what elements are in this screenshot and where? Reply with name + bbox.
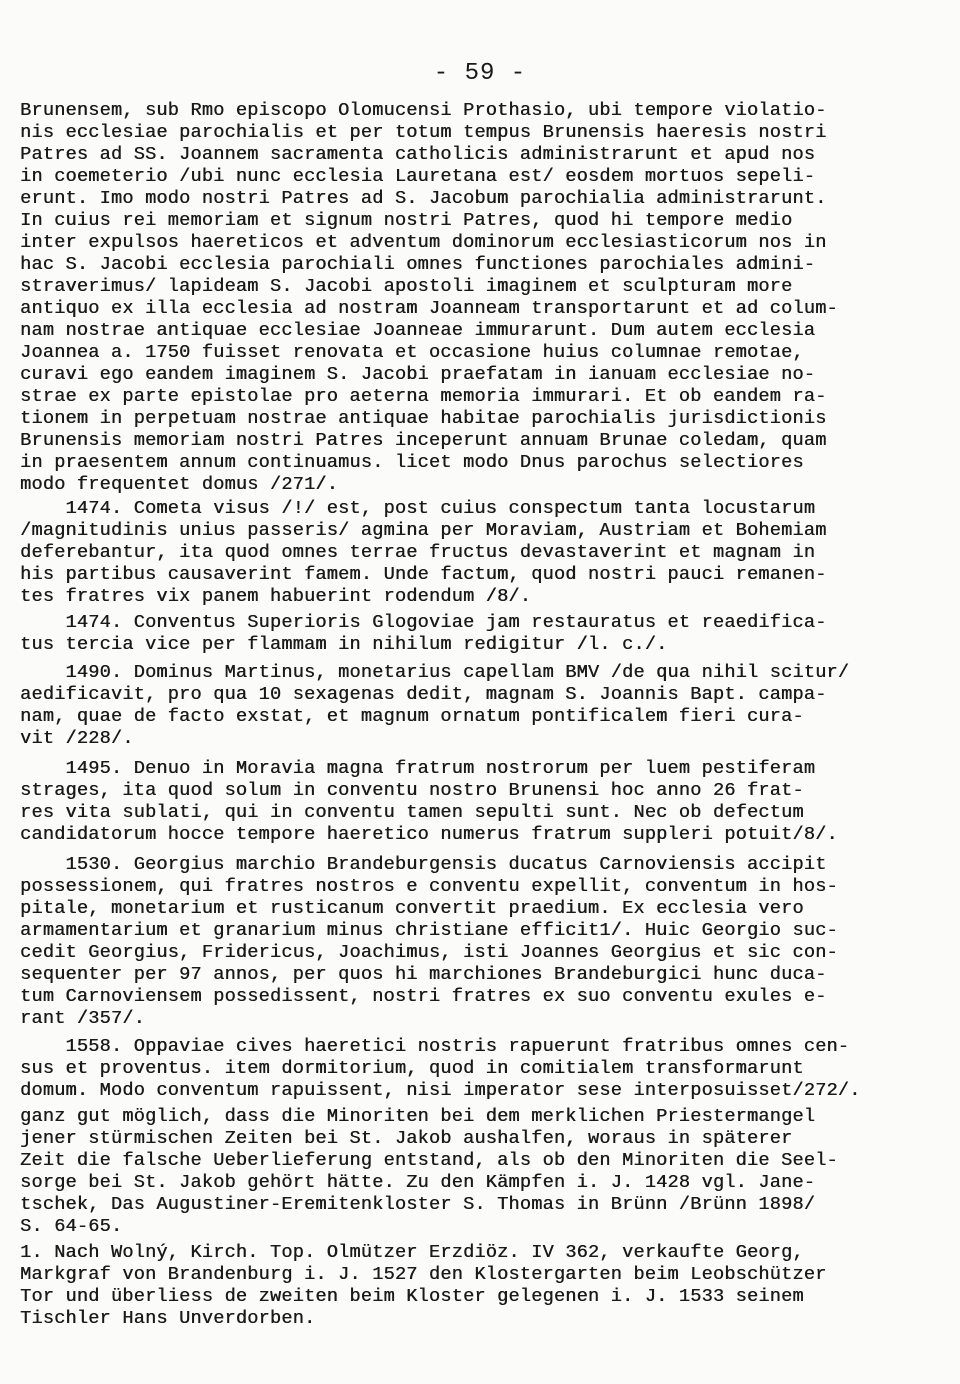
- text-line: Brunensem, sub Rmo episcopo Olomucensi Prothasio, ubi tempore violatio-: [20, 100, 827, 121]
- text-line: his partibus causaverint famem. Unde factum, quod nostri pauci remanen-: [20, 564, 827, 585]
- text-line: sequenter per 97 annos, per quos hi marchiones Brandeburgici hunc duca-: [20, 964, 827, 985]
- text-line: rant /357/.: [20, 1008, 145, 1029]
- text-line: sus et proventus. item dormitorium, quod in comitialem transformarunt: [20, 1058, 804, 1079]
- text-line: S. 64-65.: [20, 1216, 123, 1237]
- text-line: in praesentem annum continuamus. licet modo Dnus parochus selectiores: [20, 452, 804, 473]
- text-line: Patres ad SS. Joannem sacramenta catholicis administrarunt et apud nos: [20, 144, 816, 165]
- text-line: 1490. Dominus Martinus, monetarius capellam BMV /de qua nihil scitur/: [20, 662, 850, 683]
- page-number: - 59 -: [433, 60, 527, 87]
- text-line: erunt. Imo modo nostri Patres ad S. Jacobum parochialia administrarunt.: [20, 188, 827, 209]
- text-line: pitale, monetarium et rusticanum convertit praedium. Ex ecclesia vero: [20, 898, 804, 919]
- text-line: jener stürmischen Zeiten bei St. Jakob aushalfen, woraus in späterer: [20, 1128, 793, 1149]
- text-line: Brunensis memoriam nostri Patres inceperunt annuam Brunae coledam, quam: [20, 430, 827, 451]
- text-line: Zeit die falsche Ueberlieferung entstand, als ob den Minoriten die Seel-: [20, 1150, 838, 1171]
- text-line: aedificavit, pro qua 10 sexagenas dedit, magnam S. Joannis Bapt. campa-: [20, 684, 827, 705]
- text-line: curavi ego eandem imaginem S. Jacobi praefatam in ianuam ecclesiae no-: [20, 364, 816, 385]
- text-line: cedit Georgius, Fridericus, Joachimus, isti Joannes Georgius et sic con-: [20, 942, 838, 963]
- text-line: antiquo ex illa ecclesia ad nostram Joanneam transportarunt et ad colum-: [20, 298, 838, 319]
- text-line: Markgraf von Brandenburg i. J. 1527 den Klostergarten beim Leobschützer: [20, 1264, 827, 1285]
- text-line: inter expulsos haereticos et adventum dominorum ecclesiasticorum nos in: [20, 232, 827, 253]
- text-line: tus tercia vice per flammam in nihilum redigitur /l. c./.: [20, 634, 668, 655]
- text-line: 1495. Denuo in Moravia magna fratrum nostrorum per luem pestiferam: [20, 758, 816, 779]
- text-line: tschek, Das Augustiner-Eremitenkloster S. Thomas in Brünn /Brünn 1898/: [20, 1194, 816, 1215]
- text-line: 1. Nach Wolný, Kirch. Top. Olmützer Erzdiöz. IV 362, verkaufte Georg,: [20, 1242, 804, 1263]
- text-line: /magnitudinis unius passeris/ agmina per Moraviam, Austriam et Bohemiam: [20, 520, 827, 541]
- text-line: modo frequentet domus /271/.: [20, 474, 339, 495]
- text-line: nam, quae de facto exstat, et magnum ornatum pontificalem fieri cura-: [20, 706, 804, 727]
- text-line: candidatorum hocce tempore haeretico numerus fratrum suppleri potuit/8/.: [20, 824, 838, 845]
- text-line: Tor und überliess de zweiten beim Kloster gelegenen i. J. 1533 seinem: [20, 1286, 804, 1307]
- text-line: strages, ita quod solum in conventu nostro Brunensi hoc anno 26 frat-: [20, 780, 804, 801]
- text-line: deferebantur, ita quod omnes terrae fructus devastaverint et magnam in: [20, 542, 816, 563]
- text-line: 1530. Georgius marchio Brandeburgensis ducatus Carnoviensis accipit: [20, 854, 827, 875]
- text-line: tum Carnoviensem possedissent, nostri fratres ex suo conventu exules e-: [20, 986, 827, 1007]
- text-line: strae ex parte epistolae pro aeterna memoria immurari. Et ob eandem ra-: [20, 386, 827, 407]
- text-line: vit /228/.: [20, 728, 134, 749]
- text-line: tionem in perpetuam nostrae antiquae habitae parochialis jurisdictionis: [20, 408, 827, 429]
- text-line: nam nostrae antiquae ecclesiae Joanneae immurarunt. Dum autem ecclesia: [20, 320, 816, 341]
- text-line: 1474. Cometa visus /!/ est, post cuius conspectum tanta locustarum: [20, 498, 816, 519]
- text-line: 1474. Conventus Superioris Glogoviae jam restauratus et reaedifica-: [20, 612, 827, 633]
- text-line: straverimus/ lapideam S. Jacobi apostoli imaginem et sculpturam more: [20, 276, 793, 297]
- text-line: hac S. Jacobi ecclesia parochiali omnes functiones parochiales admini-: [20, 254, 816, 275]
- text-line: nis ecclesiae parochialis et per totum tempus Brunensis haeresis nostri: [20, 122, 827, 143]
- text-line: ganz gut möglich, dass die Minoriten bei dem merklichen Priestermangel: [20, 1106, 816, 1127]
- text-line: res vita sublati, qui in conventu tamen sepulti sunt. Nec ob defectum: [20, 802, 804, 823]
- text-line: tes fratres vix panem habuerint rodendum /8/.: [20, 586, 532, 607]
- text-line: Tischler Hans Unverdorben.: [20, 1308, 316, 1329]
- text-line: Joannea a. 1750 fuisset renovata et occasione huius columnae remotae,: [20, 342, 804, 363]
- text-line: possessionem, qui fratres nostros e conventu expellit, conventum in hos-: [20, 876, 838, 897]
- text-line: 1558. Oppaviae cives haeretici nostris rapuerunt fratribus omnes cen-: [20, 1036, 850, 1057]
- text-line: In cuius rei memoriam et signum nostri Patres, quod hi tempore medio: [20, 210, 793, 231]
- text-line: sorge bei St. Jakob gehört hätte. Zu den Kämpfen i. J. 1428 vgl. Jane-: [20, 1172, 816, 1193]
- text-line: domum. Modo conventum rapuissent, nisi imperator sese interposuisset/272/.: [20, 1080, 861, 1101]
- text-line: armamentarium et granarium minus christiane efficit1/. Huic Georgio suc-: [20, 920, 838, 941]
- text-line: in coemeterio /ubi nunc ecclesia Lauretana est/ eosdem mortuos sepeli-: [20, 166, 816, 187]
